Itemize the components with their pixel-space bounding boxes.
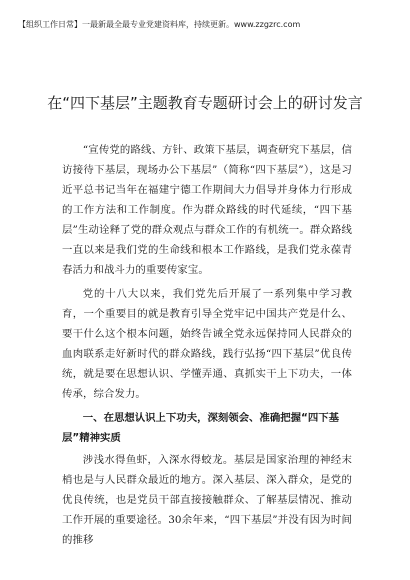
body-paragraph: 党的十八大以来，我们党先后开展了一系列集中学习教育，一个重要目的就是教育引导全党牢记中国共产党是什么、要干什么这个根本问题，始终告诫全党永远保持同人民群众的血肉联系走好新时代的群众路线，践行弘扬“四下基层”优良传统，就是要在思想认识、学懂弄通、真抓实干上下功夫，一体传承，综合发力。	[62, 288, 352, 400]
body-paragraph: “宣传党的路线、方针、政策下基层，调查研究下基层，信访接待下基层，现场办公下基层”（简称“四下基层”），这是习近平总书记当年在福建宁德工作期间大力倡导并身体力行形成的工作方法和工作制度。作为群众路线的时代延续，“四下基层”生动诠释了党的群众观点与群众工作的有机统一。群众路线一直以来是我们党的生命线和根本工作路线，是我们党永葆青春活力和战斗力的重要传家宝。	[62, 144, 352, 276]
header-banner: 【组织工作日常】一最新最全最专业党建资料库，持续更新。www.zzgzrc.com	[18, 20, 301, 29]
document-body	[62, 140, 352, 550]
section-heading: 一、在思想认识上下功夫，深刻领会、准确把握“四下基层”精神实质	[62, 412, 339, 444]
document-title: 在“四下基层”主题教育专题研讨会上的研讨发言	[47, 94, 363, 112]
section-paragraph: 涉浅水得鱼虾，入深水得蛟龙。基层是国家治理的神经末梢也是与人民群众最近的地方。深入基层、深入群众，是党的优良传统，也是党员干部直接接触群众、了解基层情况、推动工作开展的重要途径。30余年来，“四下基层”并没有因为时间的推移	[62, 454, 352, 546]
